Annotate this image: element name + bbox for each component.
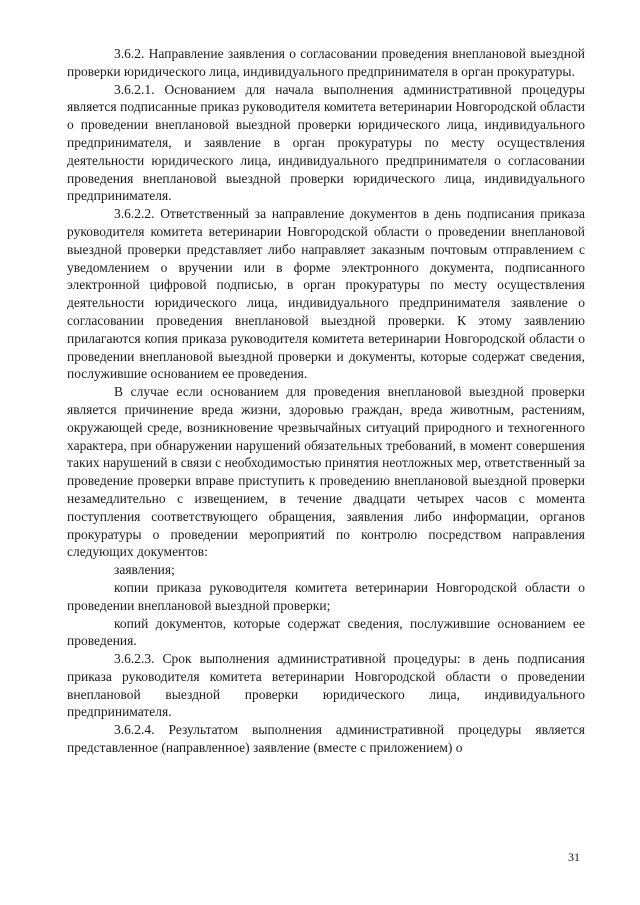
paragraph-3-6-2: 3.6.2. Направление заявления о согласовании проведения внеплановой выездной проверки юридического лица, индивидуального предпринимателя в орган прокуратуры. <box>67 46 585 79</box>
page-number: 31 <box>568 850 580 864</box>
paragraph-3-6-2-1: 3.6.2.1. Основанием для начала выполнения административной процедуры является подписанные приказ руководителя комитета ветеринарии Новгородской области о проведении внеплановой выездной проверки юридического лица, индивидуального предпринимателя, и заявление в орган прокуратуры по месту осуществления деятельности юридического лица, индивидуального предпринимателя о согласовании проведения внеплановой выездной проверки юридического лица, индивидуального предпринимателя. <box>67 81 585 204</box>
paragraph-3-6-2-3: 3.6.2.3. Срок выполнения административной процедуры: в день подписания приказа руководителя комитета ветеринарии Новгородской области о проведении внеплановой выездной проверки юридического лица, индивидуального предпринимателя. <box>67 651 585 720</box>
paragraph-3-6-2-2: 3.6.2.2. Ответственный за направление документов в день подписания приказа руководителя комитета ветеринарии Новгородской области о проведении внеплановой выездной проверки представляет либо направляет заказным почтовым отправлением с уведомлением о вручении или в форме электронного документа, подписанного электронной цифровой подписью, в орган прокуратуры по месту осуществления деятельности юридического лица, индивидуального предпринимателя заявление о согласовании проведения внеплановой выездной проверки. К этому заявлению прилагаются копия приказа руководителя комитета ветеринарии Новгородской области о проведении внеплановой выездной проверки и документы, которые содержат сведения, послужившие основанием ее проведения. <box>67 206 585 382</box>
document-body <box>67 45 585 757</box>
paragraph-urgent-case: В случае если основанием для проведения внеплановой выездной проверки является причинение вреда жизни, здоровью граждан, вреда животным, растениям, окружающей среде, возникновение чрезвычайных ситуаций природного и техногенного характера, при обнаружении нарушений обязательных требований, в момент совершения таких нарушений в связи с необходимостью принятия неотложных мер, ответственный за проведение проверки вправе приступить к проведению внеплановой выездной проверки незамедлительно с извещением, в течение двадцати четырех часов с момента поступления соответствующего обращения, заявления либо информации, органов прокуратуры о проведении мероприятий по контролю посредством направления следующих документов: <box>67 384 585 560</box>
paragraph-3-6-2-4: 3.6.2.4. Результатом выполнения административной процедуры является представленное (направленное) заявление (вместе с приложением) о <box>67 722 585 756</box>
list-item-statements: заявления; <box>114 562 175 578</box>
list-item-order-copies: копии приказа руководителя комитета ветеринарии Новгородской области о проведении внеплановой выездной проверки; <box>67 579 585 613</box>
list-item-document-copies: копий документов, которые содержат сведения, послужившие основанием ее проведения. <box>67 615 585 649</box>
